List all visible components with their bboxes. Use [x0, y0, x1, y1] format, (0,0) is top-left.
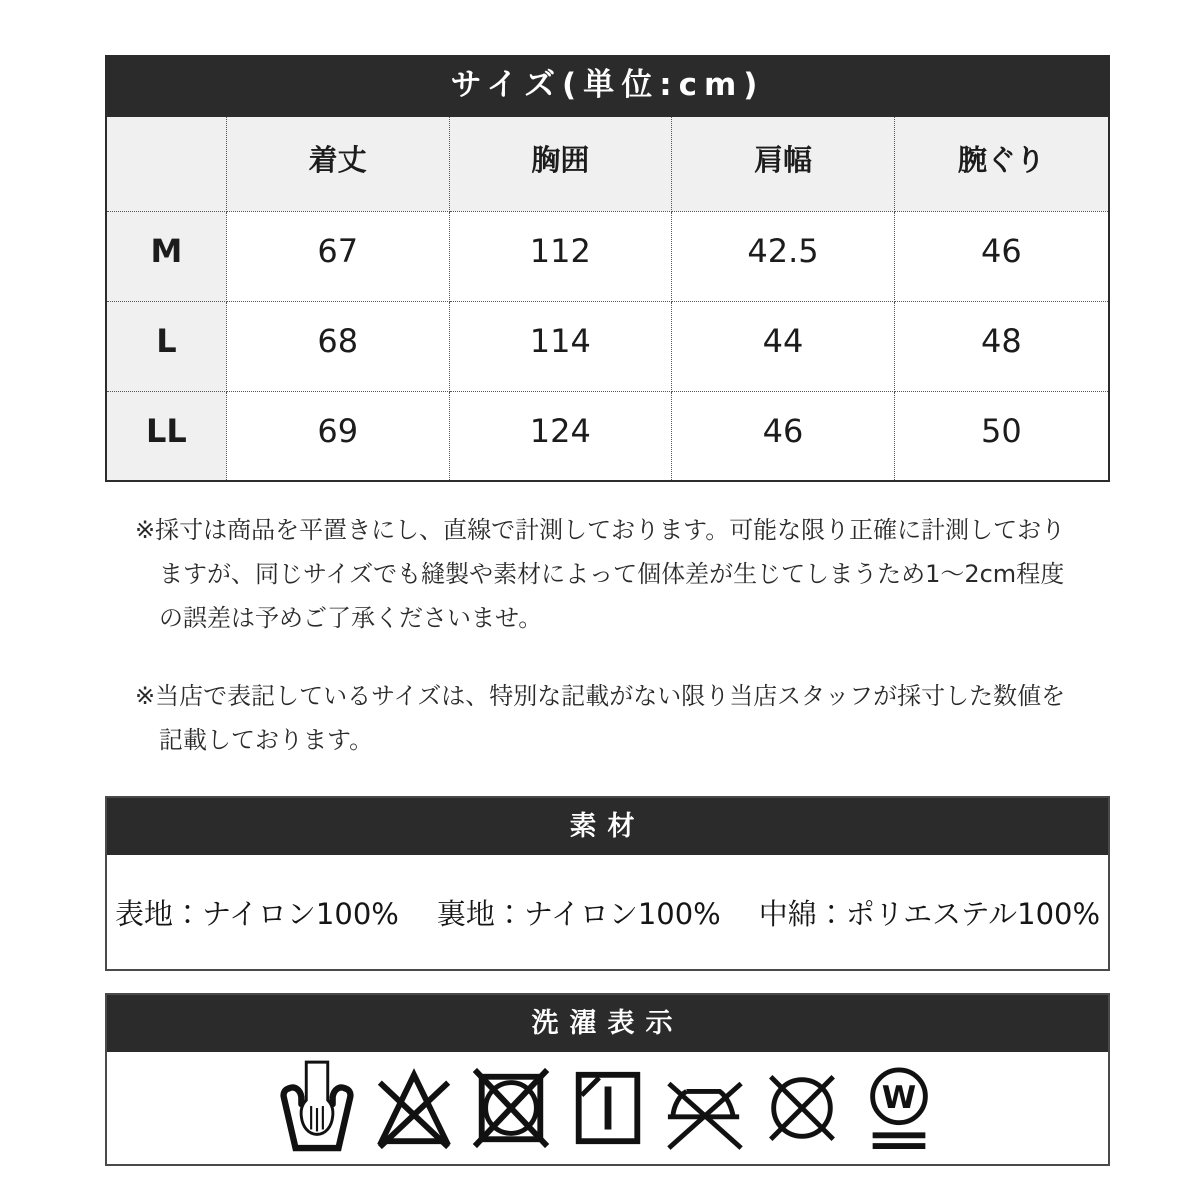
- hand-wash-icon: [276, 1059, 358, 1157]
- column-header-length: 着丈: [226, 116, 449, 211]
- size-cell: 69: [226, 391, 449, 481]
- note-staff-measured: ※当店で表記しているサイズは、特別な記載がない限り当店スタッフが採寸した数値を記載しております。: [135, 682, 1066, 754]
- size-cell: 46: [672, 391, 895, 481]
- line-dry-in-shade-icon: [567, 1059, 649, 1157]
- table-row-l: [106, 301, 1109, 391]
- size-table: [105, 115, 1110, 482]
- size-cell: 50: [894, 391, 1109, 481]
- material-item-lining: 裏地：ナイロン100%: [436, 896, 721, 931]
- column-header-chest: 胸囲: [449, 116, 672, 211]
- size-label: L: [106, 301, 226, 391]
- note-measurement-accuracy: ※採寸は商品を平置きにし、直線で計測しております。可能な限り正確に計測しておりますが、同じサイズでも縫製や素材によって個体差が生じてしまうため1〜2cm程度の誤差は予めご了承くださいませ。: [135, 516, 1066, 632]
- column-header-shoulder: 肩幅: [672, 116, 895, 211]
- size-cell: 68: [226, 301, 449, 391]
- size-label: LL: [106, 391, 226, 481]
- laundry-title: 洗濯表示: [107, 995, 1108, 1052]
- do-not-iron-icon: [664, 1059, 746, 1157]
- size-chart-section: [105, 55, 1110, 482]
- table-row-ll: [106, 391, 1109, 481]
- size-cell: 44: [672, 301, 895, 391]
- material-content: [107, 855, 1108, 969]
- measurement-notes: [105, 508, 1110, 762]
- svg-text:W: W: [881, 1080, 916, 1116]
- corner-cell: [106, 116, 226, 211]
- material-item-padding: 中綿：ポリエステル100%: [758, 896, 1101, 931]
- do-not-tumble-dry-icon: [470, 1059, 552, 1157]
- size-cell: 48: [894, 301, 1109, 391]
- size-cell: 124: [449, 391, 672, 481]
- column-header-armhole: 腕ぐり: [894, 116, 1109, 211]
- wet-clean-very-gentle-icon: [858, 1059, 940, 1157]
- size-cell: 67: [226, 211, 449, 301]
- do-not-dry-clean-icon: [761, 1059, 843, 1157]
- do-not-bleach-icon: [373, 1059, 455, 1157]
- material-title: 素材: [107, 798, 1108, 855]
- size-cell: 46: [894, 211, 1109, 301]
- size-label: M: [106, 211, 226, 301]
- size-cell: 42.5: [672, 211, 895, 301]
- size-table-header-row: [106, 116, 1109, 211]
- table-row-m: [106, 211, 1109, 301]
- size-cell: 114: [449, 301, 672, 391]
- size-chart-title: サイズ(単位:cm): [105, 55, 1110, 115]
- material-item-outer: 表地：ナイロン100%: [114, 896, 399, 931]
- laundry-section: [105, 993, 1110, 1166]
- size-cell: 112: [449, 211, 672, 301]
- material-section: [105, 796, 1110, 971]
- laundry-symbols: [107, 1052, 1108, 1164]
